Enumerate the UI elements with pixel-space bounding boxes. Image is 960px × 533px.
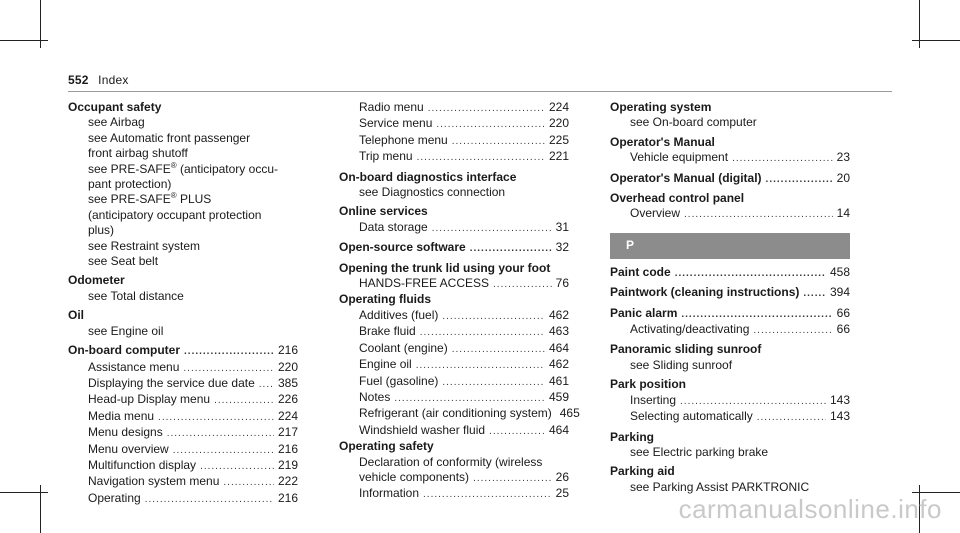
- subentry[interactable]: [339, 324, 569, 340]
- subentry[interactable]: [339, 486, 569, 502]
- page-ref: 224: [548, 100, 569, 114]
- dot-leader: [183, 361, 274, 376]
- index-entry: [339, 261, 569, 293]
- entry-heading-row[interactable]: [610, 171, 850, 187]
- dot-leader: [436, 117, 545, 132]
- dot-leader: [432, 221, 552, 236]
- index-entry: [339, 240, 569, 256]
- entry-heading: Occupant safety: [68, 100, 162, 114]
- page-ref: 465: [559, 406, 580, 421]
- page-ref: 463: [548, 324, 569, 339]
- index-entry: [610, 100, 850, 131]
- subentry-text: Assistance menu: [88, 359, 180, 374]
- entry-heading: Overhead control panel: [610, 191, 745, 206]
- entry-heading: On-board computer: [68, 343, 181, 358]
- subentry-text: Navigation system menu: [88, 474, 220, 489]
- subentry-text: Menu overview: [88, 441, 169, 456]
- page-ref: 464: [548, 340, 569, 355]
- dot-leader: [173, 443, 274, 458]
- subentry[interactable]: [339, 308, 569, 324]
- page-ref: 76: [555, 276, 569, 291]
- page-ref: 66: [836, 322, 850, 337]
- subentry[interactable]: [339, 100, 569, 116]
- subentry-text: Displaying the service due date: [88, 375, 255, 390]
- index-entry: [339, 439, 569, 503]
- subentry-text: Fuel (gasoline): [359, 373, 439, 388]
- page-ref: 216: [277, 343, 298, 358]
- index-entry: [68, 100, 298, 269]
- registered-mark: ®: [170, 160, 177, 170]
- subentry[interactable]: [610, 393, 850, 409]
- subentry-text: Notes: [359, 389, 391, 404]
- subentry[interactable]: [610, 322, 850, 338]
- ref-text: (anticipatory occu-pant protection): [88, 161, 278, 192]
- subentry-list: [610, 150, 850, 166]
- entry-heading-row[interactable]: [68, 343, 298, 359]
- page-ref: 216: [277, 441, 298, 456]
- subentry[interactable]: [339, 357, 569, 373]
- subentry[interactable]: [339, 149, 569, 165]
- page-ref: 20: [836, 170, 850, 185]
- dot-leader: [423, 487, 552, 502]
- cross-reference[interactable]: see Seat belt: [88, 254, 159, 269]
- subentry-text: Engine oil: [359, 357, 412, 372]
- subentry-text: Data storage: [359, 219, 428, 234]
- subentry-text: Telephone menu: [359, 132, 448, 147]
- dot-leader: [200, 459, 274, 474]
- dot-leader: [442, 309, 545, 324]
- dot-leader: [681, 307, 832, 322]
- dot-leader: [145, 492, 274, 507]
- section-title: Index: [98, 73, 129, 87]
- dot-leader: [684, 207, 833, 222]
- index-entry: [339, 204, 569, 236]
- subentry[interactable]: [339, 423, 569, 439]
- subentry[interactable]: [68, 425, 298, 441]
- subentry-text: Refrigerant (air conditioning system): [359, 406, 552, 421]
- page-ref: 464: [548, 422, 569, 437]
- index-entry: [339, 170, 569, 201]
- subentry-text: Overview: [630, 206, 681, 221]
- entry-heading: Operator's Manual: [610, 134, 715, 149]
- cross-reference[interactable]: see Total distance: [88, 288, 184, 303]
- dot-leader: [428, 101, 545, 116]
- dot-leader: [766, 172, 833, 187]
- page-ref: 32: [555, 240, 569, 255]
- subentry-list: [339, 486, 569, 502]
- cross-reference[interactable]: see Restraint system: [88, 238, 201, 253]
- subentry[interactable]: [68, 376, 298, 392]
- page-ref: 217: [277, 425, 298, 440]
- page-ref: 462: [548, 307, 569, 322]
- dot-leader: [214, 393, 274, 408]
- subentry-list: [610, 322, 850, 338]
- subentry-text: Information: [359, 486, 420, 501]
- subentry-text: Brake fluid: [359, 324, 416, 339]
- dot-leader: [167, 426, 274, 441]
- subentry[interactable]: [339, 276, 569, 292]
- registered-mark: ®: [170, 191, 177, 201]
- page-ref: 220: [277, 359, 298, 374]
- header-rule: [68, 91, 892, 92]
- subentry[interactable]: [68, 360, 298, 376]
- cross-reference[interactable]: see Diagnostics connection: [359, 185, 506, 200]
- ref-text: see PRE-SAFE: [88, 192, 171, 207]
- dot-leader: [394, 391, 545, 406]
- index-entry: [610, 191, 850, 223]
- index-entry: [339, 292, 580, 439]
- subentry-text: Media menu: [88, 408, 155, 423]
- entry-heading: Oil: [68, 308, 85, 323]
- subentry[interactable]: [339, 116, 569, 132]
- subentry-list: [339, 307, 580, 439]
- page-ref: 14: [836, 206, 850, 221]
- entry-heading: Operating system: [610, 100, 712, 114]
- index-entry: [610, 464, 850, 495]
- index-column-2: [339, 100, 580, 503]
- dot-leader: [489, 424, 545, 439]
- dot-leader: [416, 358, 545, 373]
- index-entry: [610, 430, 850, 461]
- page-ref: 31: [555, 219, 569, 234]
- dot-leader: [223, 475, 274, 490]
- dot-leader: [732, 151, 833, 166]
- subentry-text: Head-up Display menu: [88, 392, 211, 407]
- index-entry: [68, 343, 298, 507]
- entry-heading-row[interactable]: [610, 285, 850, 301]
- entry-heading: Online services: [339, 204, 428, 219]
- entry-heading: Operating safety: [339, 439, 434, 454]
- section-letter-bar: P: [610, 233, 850, 259]
- entry-heading: Park position: [610, 377, 687, 392]
- subentry-text: Declaration of conformity (wireless: [359, 454, 543, 469]
- subentry-text: Multifunction display: [88, 457, 197, 472]
- entry-heading: Paintwork (cleaning instructions): [610, 285, 800, 300]
- entry-heading: Open-source software: [339, 240, 466, 255]
- crop-mark: [912, 40, 960, 41]
- subentry[interactable]: [68, 491, 298, 507]
- page-ref: 143: [829, 392, 850, 407]
- subentry-list: [68, 360, 298, 508]
- page-ref: 394: [829, 285, 850, 300]
- page-ref: 385: [277, 375, 298, 390]
- index-entry: [610, 377, 850, 425]
- dot-leader: [803, 286, 826, 301]
- entry-heading-row[interactable]: [339, 240, 569, 256]
- entry-heading: Parking aid: [610, 464, 675, 479]
- entry-heading: Opening the trunk lid using your foot: [339, 260, 551, 275]
- subentry[interactable]: [339, 390, 569, 406]
- page-ref: 224: [277, 408, 298, 423]
- ref-text: see PRE-SAFE: [88, 161, 171, 176]
- index-column-3: [610, 100, 850, 495]
- subentry-text: Service menu: [359, 116, 433, 131]
- subentry-list: [339, 100, 569, 166]
- dot-leader: [493, 277, 552, 292]
- subentry[interactable]: [68, 392, 298, 408]
- index-entry: [610, 135, 850, 167]
- subentry[interactable]: [339, 470, 569, 486]
- dot-leader: [417, 150, 545, 165]
- subentry-list: [339, 220, 569, 236]
- page-ref: 216: [277, 490, 298, 505]
- cross-reference[interactable]: see On-board computer: [630, 115, 757, 130]
- entry-heading-row[interactable]: [610, 306, 850, 322]
- cross-reference[interactable]: see Engine oil: [88, 323, 164, 338]
- subentry-text: Menu designs: [88, 425, 163, 440]
- subentry[interactable]: [68, 474, 298, 490]
- index-entry: [610, 171, 850, 187]
- cross-reference[interactable]: [68, 192, 278, 238]
- ref-text: PLUS (anticipatory occupant protection plus): [88, 192, 262, 238]
- page-ref: 221: [548, 149, 569, 164]
- dot-leader: [420, 325, 545, 340]
- subentry-text: Vehicle equipment: [630, 150, 729, 165]
- subentry-text: vehicle components): [359, 469, 470, 484]
- index-entry: [610, 285, 850, 301]
- dot-leader: [757, 410, 826, 425]
- subentry-text: Radio menu: [359, 100, 424, 114]
- subentry-text: HANDS-FREE ACCESS: [359, 276, 490, 291]
- entry-heading: Operating fluids: [339, 292, 432, 307]
- crop-mark: [0, 492, 48, 493]
- cross-reference[interactable]: see Parking Assist PARKTRONIC: [630, 479, 810, 494]
- subentry[interactable]: [68, 409, 298, 425]
- page-header: [68, 73, 129, 87]
- subentry[interactable]: [339, 406, 580, 422]
- page-ref: 143: [829, 409, 850, 424]
- entry-heading: Odometer: [68, 273, 125, 288]
- dot-leader: [680, 394, 826, 409]
- page-ref: 462: [548, 357, 569, 372]
- dot-leader: [470, 241, 552, 256]
- subentry-text: Windshield washer fluid: [359, 422, 486, 437]
- page-ref: 459: [548, 389, 569, 404]
- page-ref: 220: [548, 116, 569, 131]
- watermark: carmanualsonline.info: [678, 494, 942, 524]
- subentry-text: Trip menu: [359, 149, 413, 164]
- dot-leader: [452, 342, 545, 357]
- subentry[interactable]: [68, 442, 298, 458]
- subentry-text: Selecting automatically: [630, 409, 753, 424]
- page-ref: 458: [829, 264, 850, 279]
- entry-heading: Paint code: [610, 264, 671, 279]
- page-ref: 219: [277, 457, 298, 472]
- entry-heading: Operator's Manual (digital): [610, 170, 762, 185]
- subentry-list: [339, 276, 569, 292]
- dot-leader: [452, 134, 545, 149]
- dot-leader: [753, 323, 832, 338]
- dot-leader: [158, 410, 274, 425]
- cross-reference[interactable]: [68, 162, 278, 193]
- page-ref: 25: [555, 486, 569, 501]
- index-entry: [68, 273, 298, 304]
- crop-mark: [912, 492, 960, 493]
- subentry[interactable]: [339, 220, 569, 236]
- subentry-text: Activating/deactivating: [630, 322, 750, 337]
- entry-heading: On-board diagnostics interface: [339, 169, 517, 184]
- cross-reference[interactable]: see Automatic front passenger front airbag shutoff: [88, 130, 251, 161]
- entry-heading: Panic alarm: [610, 305, 678, 320]
- index-entry: [68, 308, 298, 339]
- page-number: 552: [68, 73, 89, 87]
- page-ref: 225: [548, 132, 569, 147]
- subentry[interactable]: [339, 374, 569, 390]
- page-ref: 226: [277, 392, 298, 407]
- crop-mark: [0, 40, 48, 41]
- subentry[interactable]: [610, 206, 850, 222]
- dot-leader: [259, 377, 274, 392]
- subentry-text: Coolant (engine): [359, 340, 448, 355]
- page-ref: 23: [836, 150, 850, 165]
- subentry[interactable]: [339, 341, 569, 357]
- subentry[interactable]: [610, 409, 850, 425]
- entry-heading: Parking: [610, 429, 655, 444]
- index-entry: [610, 265, 850, 281]
- subentry-text: Operating: [88, 490, 141, 505]
- cross-reference[interactable]: see Electric parking brake: [630, 444, 769, 459]
- cross-reference[interactable]: see Airbag: [88, 115, 145, 130]
- dot-leader: [442, 375, 545, 390]
- entry-heading: Panoramic sliding sunroof: [610, 342, 762, 357]
- subentry-list: [610, 393, 850, 426]
- dot-leader: [675, 266, 826, 281]
- subentry-text: Inserting: [630, 392, 677, 407]
- subentry-text: Additives (fuel): [359, 307, 439, 322]
- subentry[interactable]: [610, 150, 850, 166]
- page-ref: 26: [555, 469, 569, 484]
- page-ref: 461: [548, 373, 569, 388]
- subentry-list: [610, 206, 850, 222]
- entry-heading-row[interactable]: [610, 265, 850, 281]
- dot-leader: [184, 344, 274, 359]
- index-entry: [610, 342, 850, 373]
- dot-leader: [473, 471, 552, 486]
- subentry[interactable]: [68, 458, 298, 474]
- cross-reference[interactable]: see Sliding sunroof: [630, 357, 733, 372]
- page-ref: 66: [836, 305, 850, 320]
- index-entry: [610, 306, 850, 339]
- page-ref: 222: [277, 474, 298, 489]
- index-column-1: [68, 100, 298, 507]
- subentry[interactable]: [339, 133, 569, 149]
